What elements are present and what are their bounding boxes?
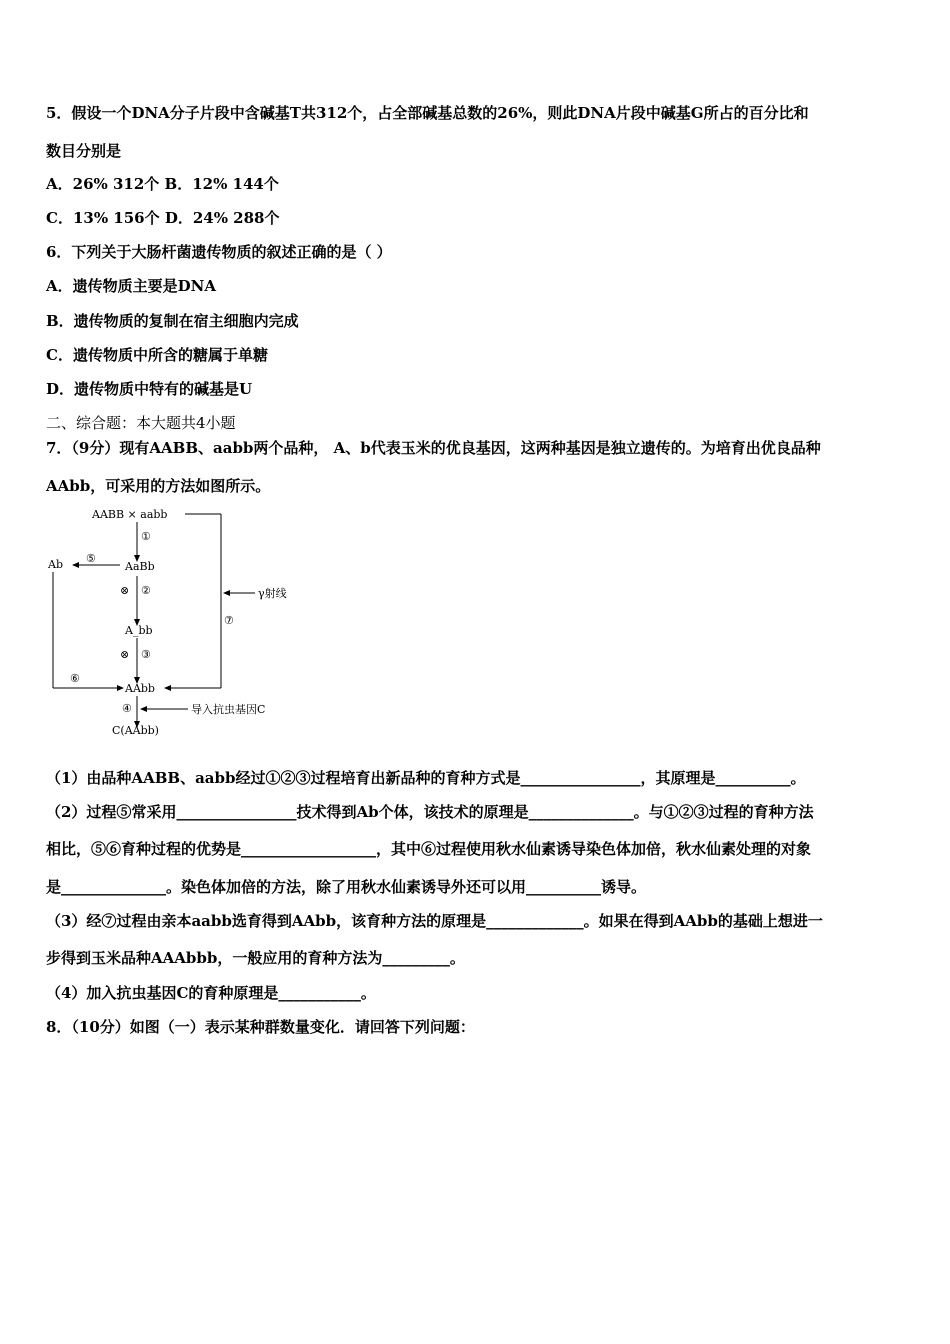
diagram-step2: ② [141,584,151,597]
diagram-gene-import: 导入抗虫基因C [191,703,266,716]
q5-options-ab: A．26% 312个 B．12% 144个 [46,175,279,193]
q5-stem-line1: 5．假设一个DNA分子片段中含碱基T共312个，占全部碱基总数的26%，则此DNA片段中碱基G所占的百分比和 [46,104,809,122]
diagram-parents: AABB × aabb [92,508,168,521]
diagram-step6: ⑥ [70,672,80,685]
q6-option-d: D．遗传物质中特有的碱基是U [46,380,253,398]
q6-option-b: B．遗传物质的复制在宿主细胞内完成 [46,312,299,330]
diagram-step4: ④ [122,702,132,715]
diagram-step3: ③ [141,648,151,661]
diagram-step7: ⑦ [224,614,234,627]
q7-stem-line1: 7．（9分）现有AABB、aabb两个品种， A、b代表玉米的优良基因，这两种基因是独立遗传的。为培育出优良品种 [46,439,821,457]
q7-stem-line2: AAbb，可采用的方法如图所示。 [46,477,271,495]
q5-stem-line2: 数目分别是 [46,142,122,160]
section2-heading: 二、综合题：本大题共4小题 [46,414,236,432]
q7-part3-line1: （3）经⑦过程由亲本aabb选育得到AAbb，该育种方法的原理是_____________。如果在得到AAbb的基础上想进一 [46,912,823,930]
q6-option-a: A．遗传物质主要是DNA [46,277,216,295]
q7-part2-line1: （2）过程⑤常采用________________技术得到Ab个体，该技术的原理是______________。与①②③过程的育种方法 [46,803,814,821]
breeding-diagram [40,500,360,745]
diagram-c-aabb: C(AAbb) [112,724,159,737]
diagram-step5: ⑤ [86,552,96,565]
diagram-f1: AaBb [125,560,155,573]
q7-part3-line2: 步得到玉米品种AAAbbb，一般应用的育种方法为_________。 [46,949,465,967]
diagram-gamma-ray: γ射线 [258,587,287,600]
q5-options-cd: C．13% 156个 D．24% 288个 [46,209,280,227]
diagram-ab: Ab [48,558,63,571]
diagram-self-symbol-1: ⊗ [120,584,130,597]
q6-option-c: C．遗传物质中所含的糖属于单糖 [46,346,268,364]
q7-part2-line3: 是______________。染色体加倍的方法，除了用秋水仙素诱导外还可以用__________诱导。 [46,878,647,896]
q7-part2-line2: 相比，⑤⑥育种过程的优势是__________________，其中⑥过程使用秋水仙素诱导染色体加倍，秋水仙素处理的对象 [46,840,812,858]
q8-stem: 8．（10分）如图（一）表示某种群数量变化．请回答下列问题： [46,1018,475,1036]
q6-stem: 6．下列关于大肠杆菌遗传物质的叙述正确的是（ ） [46,243,392,261]
diagram-aabb-target: AAbb [125,682,155,695]
diagram-step1: ① [141,530,151,543]
diagram-self-symbol-2: ⊗ [120,648,130,661]
q7-part4: （4）加入抗虫基因C的育种原理是___________。 [46,984,376,1002]
diagram-abb: A_bb [125,624,153,637]
q7-part1: （1）由品种AABB、aabb经过①②③过程培育出新品种的育种方式是________________，其原理是__________。 [46,769,806,787]
